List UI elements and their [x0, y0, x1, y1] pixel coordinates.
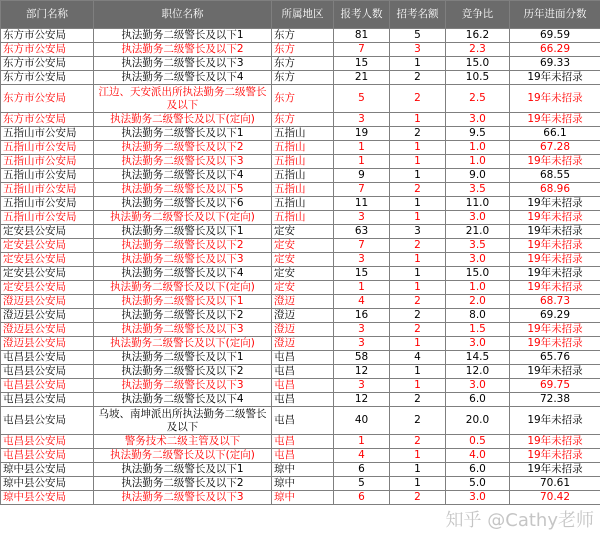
dept-cell: 屯昌县公安局	[1, 351, 94, 365]
header-score: 历年进面分数	[510, 1, 600, 29]
table-row	[1, 463, 600, 477]
dept-cell: 五指山市公安局	[1, 141, 94, 155]
ratio-cell: 15.0	[446, 57, 510, 71]
table-row	[1, 211, 600, 225]
ratio-cell: 9.0	[446, 169, 510, 183]
dept-cell: 屯昌县公安局	[1, 407, 94, 435]
ratio-cell: 3.0	[446, 337, 510, 351]
table-row	[1, 281, 600, 295]
applicants-cell: 40	[334, 407, 390, 435]
position-cell: 江边、天安派出所执法勤务二级警长及以下	[94, 85, 272, 113]
dept-cell: 五指山市公安局	[1, 183, 94, 197]
area-cell: 东方	[272, 29, 334, 43]
table-row	[1, 379, 600, 393]
quota-cell: 1	[390, 281, 446, 295]
area-cell: 东方	[272, 113, 334, 127]
dept-cell: 琼中县公安局	[1, 463, 94, 477]
quota-cell: 1	[390, 155, 446, 169]
applicants-cell: 1	[334, 435, 390, 449]
score-cell: 19年未招录	[510, 435, 600, 449]
table-row	[1, 435, 600, 449]
dept-cell: 定安县公安局	[1, 225, 94, 239]
table-row	[1, 155, 600, 169]
table-row	[1, 113, 600, 127]
quota-cell: 1	[390, 449, 446, 463]
applicants-cell: 4	[334, 449, 390, 463]
quota-cell: 1	[390, 169, 446, 183]
applicants-cell: 3	[334, 211, 390, 225]
quota-cell: 2	[390, 491, 446, 505]
score-cell: 66.29	[510, 43, 600, 57]
quota-cell: 1	[390, 337, 446, 351]
applicants-cell: 7	[334, 183, 390, 197]
applicants-cell: 11	[334, 197, 390, 211]
quota-cell: 1	[390, 141, 446, 155]
ratio-cell: 11.0	[446, 197, 510, 211]
table-body	[1, 29, 600, 505]
applicants-cell: 9	[334, 169, 390, 183]
position-cell: 执法勤务二级警长及以下1	[94, 295, 272, 309]
ratio-cell: 16.2	[446, 29, 510, 43]
score-cell: 67.28	[510, 141, 600, 155]
area-cell: 五指山	[272, 141, 334, 155]
score-cell: 19年未招录	[510, 85, 600, 113]
area-cell: 琼中	[272, 477, 334, 491]
ratio-cell: 3.0	[446, 253, 510, 267]
position-cell: 执法勤务二级警长及以下(定向)	[94, 449, 272, 463]
quota-cell: 1	[390, 365, 446, 379]
ratio-cell: 3.0	[446, 113, 510, 127]
table-row	[1, 127, 600, 141]
position-cell: 执法勤务二级警长及以下4	[94, 393, 272, 407]
ratio-cell: 12.0	[446, 365, 510, 379]
area-cell: 屯昌	[272, 435, 334, 449]
quota-cell: 1	[390, 253, 446, 267]
table-row	[1, 491, 600, 505]
area-cell: 琼中	[272, 491, 334, 505]
quota-cell: 1	[390, 113, 446, 127]
dept-cell: 定安县公安局	[1, 281, 94, 295]
score-cell: 66.1	[510, 127, 600, 141]
position-cell: 执法勤务二级警长及以下2	[94, 477, 272, 491]
dept-cell: 澄迈县公安局	[1, 295, 94, 309]
area-cell: 屯昌	[272, 407, 334, 435]
quota-cell: 2	[390, 393, 446, 407]
score-cell: 19年未招录	[510, 197, 600, 211]
area-cell: 澄迈	[272, 323, 334, 337]
position-cell: 执法勤务二级警长及以下3	[94, 155, 272, 169]
score-cell: 69.75	[510, 379, 600, 393]
area-cell: 五指山	[272, 127, 334, 141]
area-cell: 五指山	[272, 155, 334, 169]
ratio-cell: 2.0	[446, 295, 510, 309]
position-cell: 警务技术二级主管及以下	[94, 435, 272, 449]
applicants-cell: 7	[334, 239, 390, 253]
score-cell: 19年未招录	[510, 225, 600, 239]
dept-cell: 屯昌县公安局	[1, 379, 94, 393]
area-cell: 定安	[272, 281, 334, 295]
ratio-cell: 9.5	[446, 127, 510, 141]
table-row	[1, 407, 600, 435]
table-row	[1, 183, 600, 197]
applicants-cell: 4	[334, 295, 390, 309]
dept-cell: 琼中县公安局	[1, 477, 94, 491]
ratio-cell: 3.0	[446, 211, 510, 225]
table-row	[1, 57, 600, 71]
dept-cell: 东方市公安局	[1, 85, 94, 113]
quota-cell: 3	[390, 225, 446, 239]
position-cell: 执法勤务二级警长及以下3	[94, 323, 272, 337]
dept-cell: 五指山市公安局	[1, 169, 94, 183]
applicants-cell: 21	[334, 71, 390, 85]
quota-cell: 2	[390, 309, 446, 323]
table-row	[1, 253, 600, 267]
position-cell: 执法勤务二级警长及以下3	[94, 253, 272, 267]
position-cell: 执法勤务二级警长及以下2	[94, 365, 272, 379]
area-cell: 五指山	[272, 183, 334, 197]
area-cell: 屯昌	[272, 379, 334, 393]
area-cell: 澄迈	[272, 295, 334, 309]
dept-cell: 定安县公安局	[1, 239, 94, 253]
applicants-cell: 1	[334, 155, 390, 169]
header-applicants: 报考人数	[334, 1, 390, 29]
score-cell: 19年未招录	[510, 253, 600, 267]
position-cell: 执法勤务二级警长及以下4	[94, 71, 272, 85]
table-row	[1, 43, 600, 57]
ratio-cell: 1.0	[446, 281, 510, 295]
score-cell: 72.38	[510, 393, 600, 407]
table-row	[1, 477, 600, 491]
applicants-cell: 15	[334, 267, 390, 281]
table-row	[1, 267, 600, 281]
table-row	[1, 239, 600, 253]
position-cell: 执法勤务二级警长及以下2	[94, 309, 272, 323]
position-cell: 执法勤务二级警长及以下4	[94, 169, 272, 183]
area-cell: 东方	[272, 85, 334, 113]
score-cell: 19年未招录	[510, 267, 600, 281]
dept-cell: 五指山市公安局	[1, 155, 94, 169]
table-row	[1, 309, 600, 323]
dept-cell: 屯昌县公安局	[1, 365, 94, 379]
quota-cell: 2	[390, 85, 446, 113]
area-cell: 琼中	[272, 463, 334, 477]
ratio-cell: 8.0	[446, 309, 510, 323]
ratio-cell: 3.5	[446, 183, 510, 197]
area-cell: 定安	[272, 267, 334, 281]
quota-cell: 1	[390, 463, 446, 477]
dept-cell: 屯昌县公安局	[1, 393, 94, 407]
dept-cell: 屯昌县公安局	[1, 449, 94, 463]
applicants-cell: 58	[334, 351, 390, 365]
header-area: 所属地区	[272, 1, 334, 29]
area-cell: 东方	[272, 43, 334, 57]
area-cell: 定安	[272, 225, 334, 239]
score-cell: 70.61	[510, 477, 600, 491]
quota-cell: 1	[390, 267, 446, 281]
applicants-cell: 15	[334, 57, 390, 71]
area-cell: 定安	[272, 253, 334, 267]
ratio-cell: 10.5	[446, 71, 510, 85]
header-position: 职位名称	[94, 1, 272, 29]
position-cell: 执法勤务二级警长及以下1	[94, 463, 272, 477]
table-row	[1, 393, 600, 407]
position-cell: 执法勤务二级警长及以下2	[94, 239, 272, 253]
quota-cell: 2	[390, 323, 446, 337]
ratio-cell: 3.5	[446, 239, 510, 253]
table-row	[1, 29, 600, 43]
dept-cell: 东方市公安局	[1, 43, 94, 57]
dept-cell: 澄迈县公安局	[1, 323, 94, 337]
score-cell: 19年未招录	[510, 113, 600, 127]
ratio-cell: 14.5	[446, 351, 510, 365]
position-cell: 执法勤务二级警长及以下1	[94, 127, 272, 141]
applicants-cell: 6	[334, 463, 390, 477]
applicants-cell: 3	[334, 337, 390, 351]
position-cell: 执法勤务二级警长及以下(定向)	[94, 281, 272, 295]
area-cell: 东方	[272, 57, 334, 71]
position-cell: 执法勤务二级警长及以下5	[94, 183, 272, 197]
applicants-cell: 3	[334, 253, 390, 267]
applicants-cell: 63	[334, 225, 390, 239]
applicants-cell: 7	[334, 43, 390, 57]
header-row	[1, 1, 600, 29]
table-row	[1, 71, 600, 85]
quota-cell: 1	[390, 477, 446, 491]
score-cell: 19年未招录	[510, 281, 600, 295]
position-cell: 执法勤务二级警长及以下1	[94, 225, 272, 239]
position-cell: 执法勤务二级警长及以下(定向)	[94, 211, 272, 225]
table-row	[1, 225, 600, 239]
table-row	[1, 351, 600, 365]
dept-cell: 东方市公安局	[1, 29, 94, 43]
applicants-cell: 1	[334, 281, 390, 295]
score-cell: 19年未招录	[510, 211, 600, 225]
dept-cell: 东方市公安局	[1, 71, 94, 85]
ratio-cell: 2.5	[446, 85, 510, 113]
ratio-cell: 1.5	[446, 323, 510, 337]
score-cell: 19年未招录	[510, 407, 600, 435]
position-cell: 执法勤务二级警长及以下1	[94, 351, 272, 365]
position-cell: 执法勤务二级警长及以下4	[94, 267, 272, 281]
quota-cell: 2	[390, 435, 446, 449]
quota-cell: 2	[390, 407, 446, 435]
dept-cell: 五指山市公安局	[1, 211, 94, 225]
area-cell: 五指山	[272, 211, 334, 225]
area-cell: 五指山	[272, 197, 334, 211]
dept-cell: 澄迈县公安局	[1, 337, 94, 351]
table-row	[1, 449, 600, 463]
dept-cell: 澄迈县公安局	[1, 309, 94, 323]
table-row	[1, 337, 600, 351]
quota-cell: 2	[390, 239, 446, 253]
dept-cell: 定安县公安局	[1, 253, 94, 267]
quota-cell: 2	[390, 71, 446, 85]
applicants-cell: 6	[334, 491, 390, 505]
applicants-cell: 3	[334, 113, 390, 127]
score-cell: 19年未招录	[510, 155, 600, 169]
score-cell: 19年未招录	[510, 449, 600, 463]
position-cell: 执法勤务二级警长及以下2	[94, 43, 272, 57]
dept-cell: 五指山市公安局	[1, 197, 94, 211]
applicants-cell: 3	[334, 379, 390, 393]
dept-cell: 琼中县公安局	[1, 491, 94, 505]
table-row	[1, 169, 600, 183]
area-cell: 屯昌	[272, 393, 334, 407]
applicants-cell: 1	[334, 141, 390, 155]
ratio-cell: 5.0	[446, 477, 510, 491]
score-cell: 19年未招录	[510, 239, 600, 253]
quota-cell: 2	[390, 295, 446, 309]
position-cell: 执法勤务二级警长及以下3	[94, 57, 272, 71]
position-cell: 执法勤务二级警长及以下(定向)	[94, 113, 272, 127]
area-cell: 屯昌	[272, 351, 334, 365]
score-cell: 19年未招录	[510, 463, 600, 477]
quota-cell: 1	[390, 197, 446, 211]
dept-cell: 屯昌县公安局	[1, 435, 94, 449]
position-cell: 执法勤务二级警长及以下2	[94, 141, 272, 155]
ratio-cell: 2.3	[446, 43, 510, 57]
header-dept: 部门名称	[1, 1, 94, 29]
area-cell: 东方	[272, 71, 334, 85]
position-cell: 执法勤务二级警长及以下3	[94, 379, 272, 393]
ratio-cell: 6.0	[446, 463, 510, 477]
score-cell: 19年未招录	[510, 71, 600, 85]
table-row	[1, 197, 600, 211]
table-row	[1, 365, 600, 379]
score-cell: 19年未招录	[510, 337, 600, 351]
dept-cell: 东方市公安局	[1, 113, 94, 127]
table-row	[1, 141, 600, 155]
quota-cell: 1	[390, 379, 446, 393]
area-cell: 定安	[272, 239, 334, 253]
header-ratio: 竞争比	[446, 1, 510, 29]
ratio-cell: 6.0	[446, 393, 510, 407]
score-cell: 68.73	[510, 295, 600, 309]
ratio-cell: 15.0	[446, 267, 510, 281]
applicants-cell: 12	[334, 365, 390, 379]
area-cell: 五指山	[272, 169, 334, 183]
score-cell: 70.42	[510, 491, 600, 505]
ratio-cell: 21.0	[446, 225, 510, 239]
applicants-cell: 3	[334, 323, 390, 337]
score-cell: 19年未招录	[510, 323, 600, 337]
table-row	[1, 295, 600, 309]
quota-cell: 2	[390, 183, 446, 197]
quota-cell: 5	[390, 29, 446, 43]
area-cell: 屯昌	[272, 365, 334, 379]
watermark: 知乎 @Cathy老师	[445, 510, 594, 531]
position-cell: 执法勤务二级警长及以下3	[94, 491, 272, 505]
score-cell: 68.55	[510, 169, 600, 183]
applicants-cell: 19	[334, 127, 390, 141]
score-cell: 65.76	[510, 351, 600, 365]
applicants-cell: 12	[334, 393, 390, 407]
ratio-cell: 3.0	[446, 379, 510, 393]
table-row	[1, 85, 600, 113]
applicants-cell: 5	[334, 85, 390, 113]
ratio-cell: 3.0	[446, 491, 510, 505]
position-cell: 执法勤务二级警长及以下(定向)	[94, 337, 272, 351]
area-cell: 澄迈	[272, 309, 334, 323]
quota-cell: 3	[390, 43, 446, 57]
dept-cell: 五指山市公安局	[1, 127, 94, 141]
area-cell: 澄迈	[272, 337, 334, 351]
applicants-cell: 16	[334, 309, 390, 323]
area-cell: 屯昌	[272, 449, 334, 463]
dept-cell: 东方市公安局	[1, 57, 94, 71]
table-row	[1, 323, 600, 337]
ratio-cell: 0.5	[446, 435, 510, 449]
dept-cell: 定安县公安局	[1, 267, 94, 281]
ratio-cell: 1.0	[446, 155, 510, 169]
score-cell: 69.33	[510, 57, 600, 71]
quota-cell: 2	[390, 127, 446, 141]
ratio-cell: 20.0	[446, 407, 510, 435]
header-quota: 招考名额	[390, 1, 446, 29]
ratio-cell: 4.0	[446, 449, 510, 463]
score-cell: 69.59	[510, 29, 600, 43]
quota-cell: 1	[390, 211, 446, 225]
score-cell: 69.29	[510, 309, 600, 323]
position-cell: 执法勤务二级警长及以下1	[94, 29, 272, 43]
applicants-cell: 5	[334, 477, 390, 491]
quota-cell: 4	[390, 351, 446, 365]
position-cell: 执法勤务二级警长及以下6	[94, 197, 272, 211]
applicants-cell: 81	[334, 29, 390, 43]
score-cell: 68.96	[510, 183, 600, 197]
score-cell: 19年未招录	[510, 365, 600, 379]
ratio-cell: 1.0	[446, 141, 510, 155]
quota-cell: 1	[390, 57, 446, 71]
position-cell: 乌坡、南坤派出所执法勤务二级警长及以下	[94, 407, 272, 435]
